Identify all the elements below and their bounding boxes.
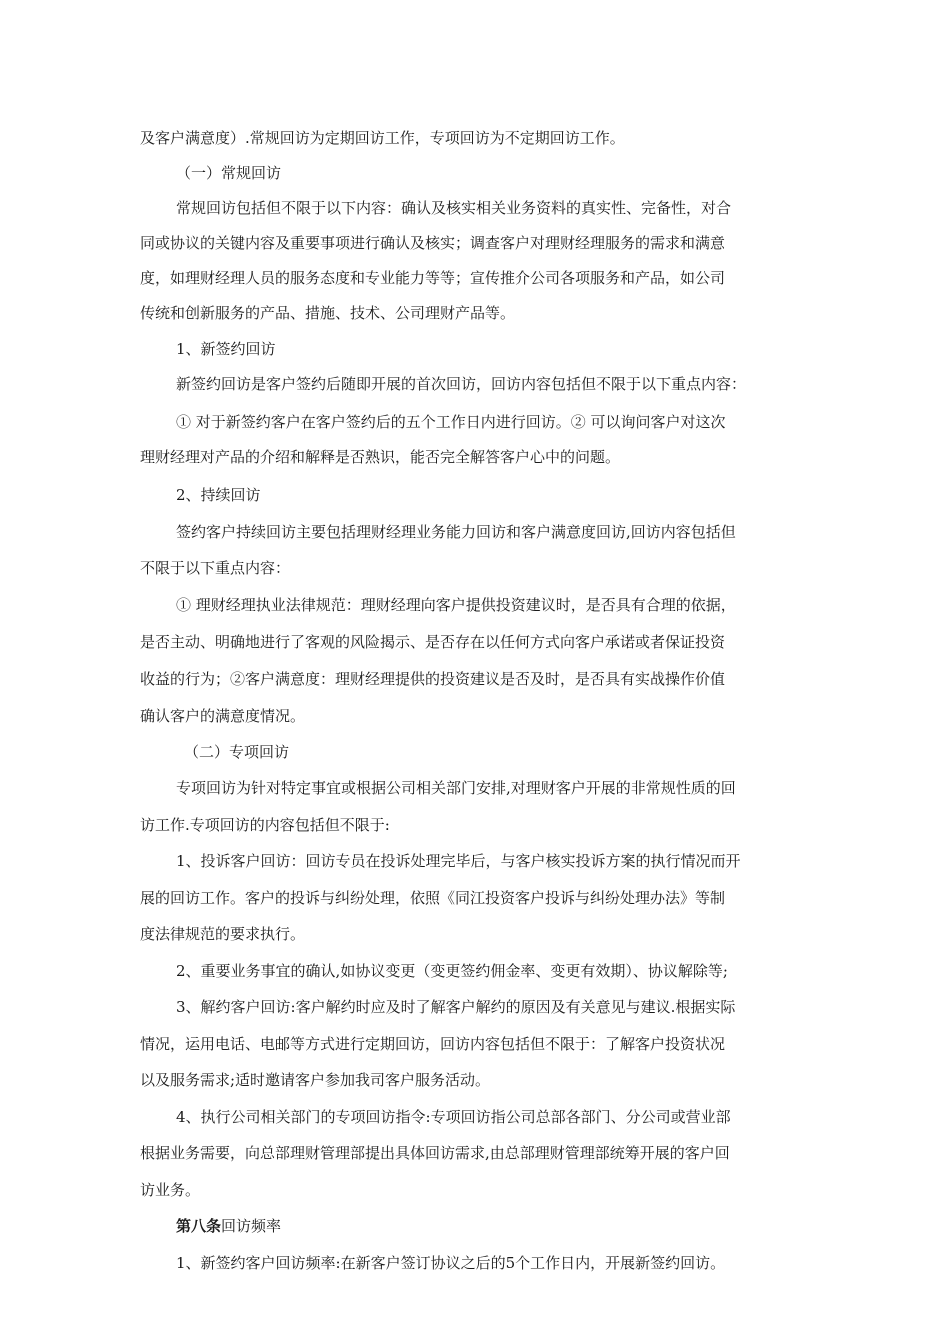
paragraph-line: 1、投诉客户回访：回访专员在投诉处理完毕后，与客户核实投诉方案的执行情况而开 xyxy=(176,852,741,870)
paragraph-line: 新签约回访是客户签约后随即开展的首次回访，回访内容包括但不限于以下重点内容： xyxy=(176,375,747,393)
paragraph-line: 2、重要业务事宜的确认,如协议变更（变更签约佣金率、变更有效期）、协议解除等; xyxy=(176,962,728,980)
paragraph-line: 根据业务需要，向总部理财管理部提出具体回访需求,由总部理财管理部统筹开展的客户回 xyxy=(140,1144,730,1162)
article-number: 第八条 xyxy=(176,1217,222,1235)
section-heading: （一）常规回访 xyxy=(176,164,282,182)
paragraph-line: 同或协议的关键内容及重要事项进行确认及核实；调查客户对理财经理服务的需求和满意 xyxy=(140,234,726,252)
paragraph-line: 及客户满意度）.常规回访为定期回访工作，专项回访为不定期回访工作。 xyxy=(140,129,625,147)
paragraph-line: 展的回访工作。客户的投诉与纠纷处理，依照《同江投资客户投诉与纠纷处理办法》等制 xyxy=(140,889,726,907)
paragraph-line: 专项回访为针对特定事宜或根据公司相关部门安排,对理财客户开展的非常规性质的回 xyxy=(176,779,736,797)
paragraph-line: 签约客户持续回访主要包括理财经理业务能力回访和客户满意度回访,回访内容包括但 xyxy=(176,523,736,541)
subsection-heading: 1、新签约回访 xyxy=(176,340,276,358)
paragraph-line: 确认客户的满意度情况。 xyxy=(140,707,306,725)
paragraph-line: 度法律规范的要求执行。 xyxy=(140,925,306,943)
paragraph-line: 理财经理对产品的介绍和解释是否熟识，能否完全解答客户心中的问题。 xyxy=(140,448,621,466)
paragraph-line: ① 理财经理执业法律规范：理财经理向客户提供投资建议时，是否具有合理的依据， xyxy=(176,596,736,614)
paragraph-line: 度，如理财经理人员的服务态度和专业能力等等；宣传推介公司各项服务和产品，如公司 xyxy=(140,269,726,287)
paragraph-line: 4、执行公司相关部门的专项回访指令:专项回访指公司总部各部门、分公司或营业部 xyxy=(176,1108,731,1126)
paragraph-line: ① 对于新签约客户在客户签约后的五个工作日内进行回访。② 可以询问客户对这次 xyxy=(176,413,726,431)
paragraph-line: 以及服务需求;适时邀请客户参加我司客户服务活动。 xyxy=(140,1071,491,1089)
paragraph-line: 常规回访包括但不限于以下内容：确认及核实相关业务资料的真实性、完备性，对合 xyxy=(176,199,732,217)
paragraph-line: 是否主动、明确地进行了客观的风险揭示、是否存在以任何方式向客户承诺或者保证投资 xyxy=(140,633,726,651)
paragraph-line: 3、解约客户回访:客户解约时应及时了解客户解约的原因及有关意见与建议.根据实际 xyxy=(176,998,736,1016)
paragraph-line: 情况，运用电话、电邮等方式进行定期回访，回访内容包括但不限于：了解客户投资状况 xyxy=(140,1035,726,1053)
article-title: 回访频率 xyxy=(221,1217,282,1235)
section-heading: （二）专项回访 xyxy=(184,743,290,761)
paragraph-line: 访工作.专项回访的内容包括但不限于: xyxy=(140,816,390,834)
paragraph-line: 1、新签约客户回访频率:在新客户签订协议之后的5个工作日内，开展新签约回访。 xyxy=(176,1254,726,1272)
paragraph-line: 传统和创新服务的产品、措施、技术、公司理财产品等。 xyxy=(140,304,516,322)
paragraph-line: 收益的行为；②客户满意度：理财经理提供的投资建议是否及时，是否具有实战操作价值 xyxy=(140,670,726,688)
article-heading xyxy=(176,1216,846,1236)
paragraph-line: 访业务。 xyxy=(140,1181,201,1199)
paragraph-line: 不限于以下重点内容： xyxy=(140,559,291,577)
subsection-heading: 2、持续回访 xyxy=(176,486,261,504)
